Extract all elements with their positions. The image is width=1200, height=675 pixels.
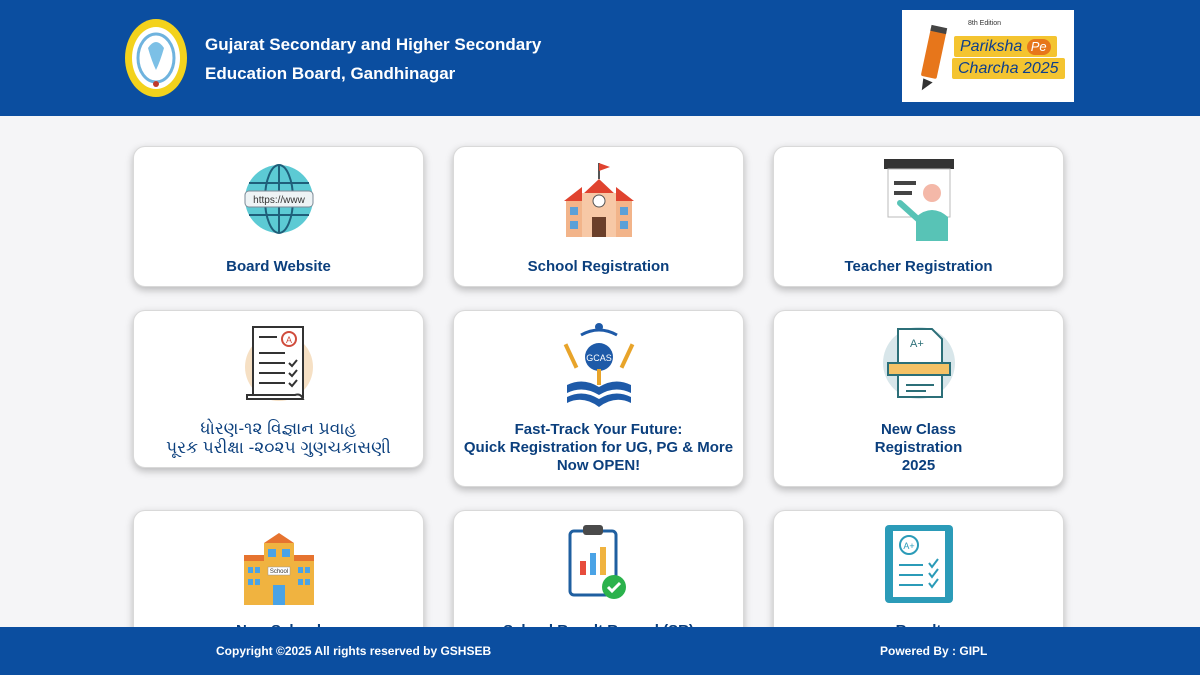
powered-by-text: Powered By : GIPL	[880, 644, 988, 658]
teacher-registration-card[interactable]	[773, 146, 1064, 287]
header	[0, 0, 1200, 116]
clipboard-chart-icon	[566, 521, 632, 605]
school-building-icon	[562, 161, 636, 239]
globe-www-icon	[243, 161, 315, 237]
board-title-line2: Education Board, Gandhinagar	[205, 64, 456, 83]
grade-text: A+	[909, 338, 924, 350]
school-sign-text: School	[269, 569, 288, 575]
result-sheet-icon	[243, 323, 315, 405]
banner-line2: Charcha 2025	[952, 58, 1065, 79]
school-registration-card[interactable]	[453, 146, 744, 287]
card-label-line: ધોરણ-૧૨ વિજ્ઞાન પ્રવાહ પૂરક પરીક્ષા -૨૦૨૫ ગુણચકાસણી	[166, 419, 391, 457]
new-class-registration-card[interactable]	[773, 310, 1064, 487]
card-label: Teacher Registration	[844, 258, 993, 275]
board-title	[205, 30, 541, 88]
card-label	[774, 421, 1063, 475]
result-checklist-icon	[883, 523, 955, 605]
copyright-text: Copyright ©2025 All rights reserved by GSHSEB	[216, 644, 492, 658]
new-school-icon	[242, 529, 316, 609]
card-label-line: New Class Registration 2025	[874, 421, 963, 474]
card-label	[134, 419, 423, 457]
card-label: School Registration	[527, 258, 670, 275]
board-title-line1: Gujarat Secondary and Higher Secondary	[205, 35, 542, 54]
card-label	[454, 421, 743, 475]
gcas-logo-icon	[561, 321, 637, 409]
banner-line1	[954, 36, 1057, 57]
card-label-line: Fast-Track Your Future: Quick Registration for UG, PG & More Now OPEN!	[463, 421, 734, 474]
teacher-board-icon	[882, 157, 956, 241]
std12-supplementary-verification-card[interactable]	[133, 310, 424, 468]
gcas-registration-card[interactable]	[453, 310, 744, 487]
service-grid	[0, 116, 1200, 627]
banner-edition: 8th Edition	[968, 20, 1002, 27]
banner-pariksha: Pariksha	[960, 38, 1023, 55]
svg-text:A: A	[285, 335, 292, 345]
grade-text: A+	[902, 541, 915, 551]
svg-text:https://www: https://www	[252, 195, 305, 206]
footer	[0, 627, 1200, 675]
board-website-card[interactable]	[133, 146, 424, 287]
exam-paper-icon	[882, 323, 956, 403]
pariksha-pe-charcha-banner[interactable]	[902, 10, 1074, 102]
card-label: Board Website	[226, 258, 331, 275]
gcas-text: GCAS	[585, 353, 612, 363]
pencil-icon	[916, 22, 952, 94]
banner-pe: Pe	[1027, 39, 1051, 55]
gshseb-logo[interactable]	[124, 18, 188, 98]
